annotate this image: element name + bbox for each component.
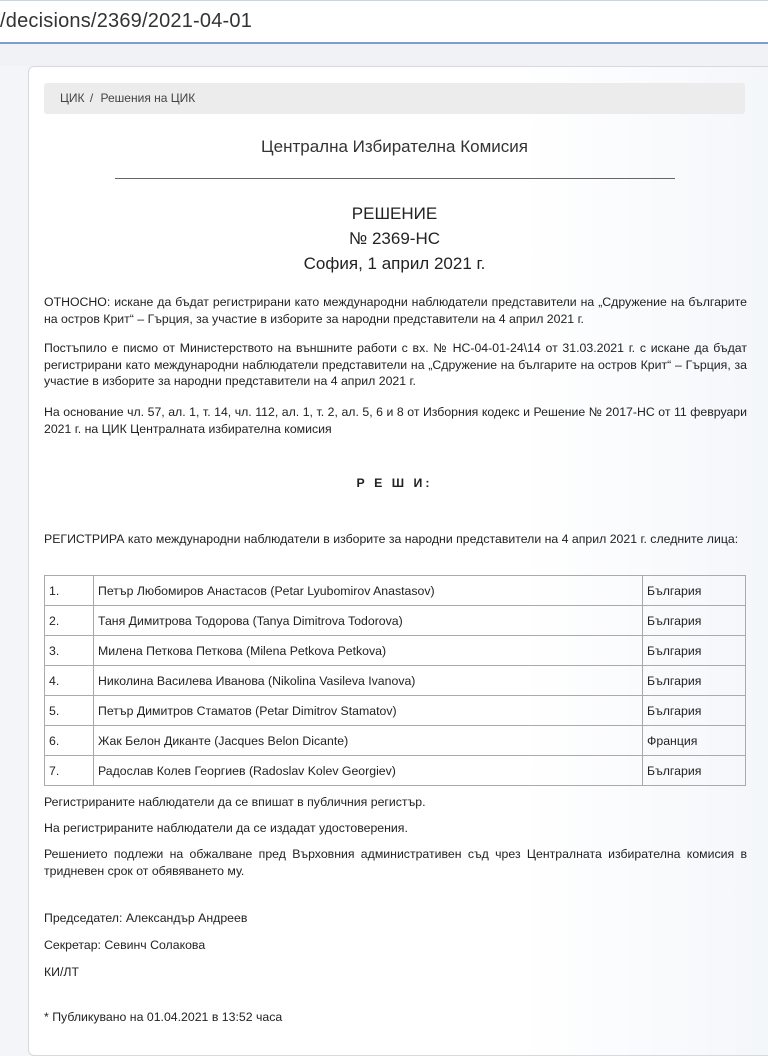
title-divider (115, 178, 675, 179)
observer-country: България (643, 636, 746, 666)
observer-name: Жак Белон Диканте (Jacques Belon Dicante) (94, 726, 643, 756)
initials: КИ/ЛТ (44, 965, 79, 979)
row-number: 1. (45, 576, 94, 606)
observer-country: България (643, 666, 746, 696)
observer-country: България (643, 606, 746, 636)
breadcrumb-current: Решения на ЦИК (100, 91, 196, 105)
observer-name: Милена Петкова Петкова (Milena Petkova Petkova) (94, 636, 643, 666)
received-paragraph: Постъпило е писмо от Министерството на външните работи с вх. № НС-04-01-24\14 от 31.03.2021 г. с искане да бъдат регистрирани като международни наблюдатели представители на „Сдружение на българите на остров Крит“ – Гърция, за участие в изборите за народни представители на 4 април 2021 г. (44, 341, 747, 388)
appeal-paragraph: Решението подлежи на обжалване пред Върховния административен съд чрез Централната избирателна комисия в тридневен срок от обявяването му. (44, 847, 747, 878)
url-text[interactable]: /decisions/2369/2021-04-01 (0, 10, 253, 32)
table-row (45, 636, 746, 666)
basis-paragraph: На основание чл. 57, ал. 1, т. 14, чл. 112, ал. 1, т. 2, ал. 5, 6 и 8 от Изборния кодекс и Решение № 2017-НС от 11 февруари 2021 г. на ЦИК Централната избирателна комисия (44, 405, 747, 436)
breadcrumb-home-link[interactable]: ЦИК (60, 91, 85, 105)
breadcrumb-separator: / (89, 91, 94, 105)
certificates-paragraph: На регистрираните наблюдатели да се издадат удостоверения. (44, 821, 408, 835)
chair-signature: Председател: Александър Андреев (44, 911, 248, 925)
decision-place-date: София, 1 април 2021 г. (303, 254, 486, 273)
observer-name: Николина Василева Иванова (Nikolina Vasileva Ivanova) (94, 666, 643, 696)
observer-country: България (643, 576, 746, 606)
registers-paragraph: РЕГИСТРИРА като международни наблюдатели в изборите за народни представители на 4 април 2021 г. следните лица: (44, 532, 739, 546)
observer-country: Франция (643, 726, 746, 756)
table-row (45, 726, 746, 756)
row-number: 2. (45, 606, 94, 636)
table-row (45, 696, 746, 726)
table-row (45, 666, 746, 696)
observer-name: Таня Димитрова Тодорова (Tanya Dimitrova Todorova) (94, 606, 643, 636)
observer-name: Петър Любомиров Анастасов (Petar Lyubomirov Anastasov) (94, 576, 643, 606)
commission-title: Централна Избирателна Комисия (261, 137, 528, 156)
observer-name: Радослав Колев Георгиев (Radoslav Kolev Georgiev) (94, 756, 643, 786)
table-row (45, 756, 746, 786)
address-bar[interactable] (0, 0, 768, 44)
row-number: 6. (45, 726, 94, 756)
page-gap (0, 44, 768, 66)
register-entry-paragraph: Регистрираните наблюдатели да се впишат в публичния регистър. (44, 795, 426, 809)
published-note: * Публикувано на 01.04.2021 в 13:52 часа (44, 1010, 283, 1024)
decides-heading: Р Е Ш И: (356, 476, 433, 490)
secretary-signature: Секретар: Севинч Солакова (44, 938, 206, 952)
observer-country: България (643, 696, 746, 726)
table-row (45, 606, 746, 636)
row-number: 3. (45, 636, 94, 666)
row-number: 5. (45, 696, 94, 726)
breadcrumb (44, 83, 745, 114)
decision-number: № 2369-НС (349, 229, 440, 248)
row-number: 4. (45, 666, 94, 696)
observers-table (44, 575, 746, 786)
regarding-paragraph: ОТНОСНО: искане да бъдат регистрирани като международни наблюдатели представители на „Сдружение на българите на остров Крит“ – Гърция, за участие в изборите за народни представители на 4 април 2021 г. (44, 295, 747, 326)
observer-name: Петър Димитров Стаматов (Petar Dimitrov Stamatov) (94, 696, 643, 726)
row-number: 7. (45, 756, 94, 786)
decision-label: РЕШЕНИЕ (351, 204, 438, 223)
observer-country: България (643, 756, 746, 786)
decision-header (44, 201, 745, 276)
table-row (45, 576, 746, 606)
